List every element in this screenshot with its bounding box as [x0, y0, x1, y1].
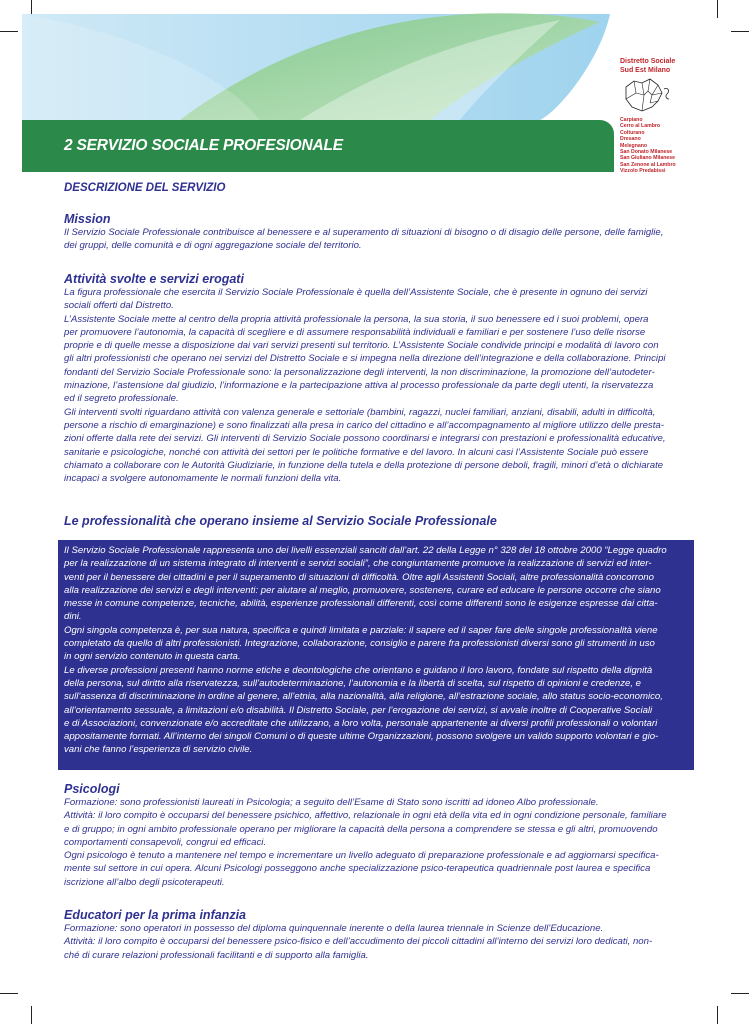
logo-town: San Donato Milanese: [620, 149, 673, 156]
descrizione-heading: DESCRIZIONE DEL SERVIZIO: [64, 182, 226, 194]
crop-mark: [731, 993, 749, 994]
logo-town: San Giuliano Milanese: [620, 155, 676, 162]
text-line: Ogni psicologo è tenuto a mantenere nel tempo e incrementare un livello adeguato di preparazione professionale e ad aggiornarsi specifica-: [64, 850, 659, 862]
crop-mark: [717, 1006, 718, 1024]
mission-section: [64, 212, 688, 253]
page-title: 2 SERVIZIO SOCIALE PROFESIONALE: [64, 137, 343, 154]
text-line: proprie e di quelle messe a disposizione dai vari servizi presenti sul territorio. L’Assistente Sociale condivide principi e modalità di lavoro con: [64, 340, 659, 352]
educatori-heading: Educatori per la prima infanzia: [64, 908, 246, 922]
title-band: [22, 120, 614, 172]
text-line: alla realizzazione dei servizi e degli interventi: per aiutare al meglio, promuovere, sostenere, curare ed educare le persone occorre che siano: [64, 584, 661, 596]
text-line: persone a rischio di emarginazione) e sono finalizzati alla presa in carico del cittadino e all’accompagnamento al migliore utilizzo delle presta-: [64, 419, 664, 431]
educatori-section: [64, 908, 688, 962]
psicologi-section: [64, 782, 688, 889]
educatori-text: [64, 922, 688, 962]
crop-mark: [31, 1006, 32, 1024]
text-line: messe in comune competenze, tecniche, abilità, esperienze professionali differenti, così come differenti sono le esigenze espresse dai citta-: [64, 598, 658, 610]
text-line: Formazione: sono professionisti laureati in Psicologia; a seguito dell’Esame di Stato sono iscritti ad idoneo Albo professionale.: [64, 797, 599, 808]
text-line: per promuovere l’autonomia, la capacità di scegliere e di assumere responsabilità individuali e familiari e per sostenere l’uso delle risorse: [64, 326, 646, 338]
text-line: Gli interventi svolti riguardano attività con valenza generale e settoriale (bambini, ragazzi, nuclei familiari, anziani, disabili, adulti in difficoltà,: [64, 406, 656, 418]
text-line: della persona, sul diritto alla riservatezza, sull’autodeterminazione, l’autonomia e la libertà di scelta, sul rispetto di opinioni e credenze, e: [64, 677, 642, 689]
mission-heading: Mission: [64, 212, 111, 226]
text-line: e di Associazioni, convenzionate e/o accreditate che utilizzano, a loro volta, personale appartenente ai diversi profili professionali o volontari: [64, 717, 658, 729]
text-line: sanitarie e psicologiche, nonché con attività dei settori per le politiche formative e del lavoro. In alcuni casi l’Assistente Sociale può essere: [64, 446, 649, 458]
logo-town: Colturano: [620, 129, 645, 136]
attivita-heading: Attività svolte e servizi erogati: [64, 272, 244, 286]
psicologi-heading: Psicologi: [64, 782, 120, 796]
professionalita-section: [64, 514, 688, 528]
text-line: minazione, l’astensione dal giudizio, l’informazione e la partecipazione attiva al processo professionale da parte degli utenti, la riservatezza: [64, 380, 654, 392]
text-line: Le diverse professioni presenti hanno norme etiche e deontologiche che orientano e guidano il loro lavoro, fondate sul rispetto della dignità: [64, 664, 653, 676]
psicologi-text: [64, 796, 688, 889]
text-line: vani che fanno l’esperienza di servizio civile.: [64, 744, 253, 756]
text-line: chiamato a collaborare con le Autorità Giudiziarie, in funzione della tutela e della protezione di persone deboli, fragili, minori d’età o dichiarate: [64, 459, 664, 471]
text-line: comportamenti consapevoli, congrui ed efficaci.: [64, 836, 267, 848]
text-line: Il Servizio Sociale Professionale rappresenta uno dei livelli essenziali sanciti dall’art. 22 della Legge n° 328 del 18 ottobre 2000 “Legge quadro: [64, 545, 667, 556]
logo-name-line1: Distretto Sociale: [620, 58, 676, 65]
text-line: appositamente formati. All’interno dei singoli Comuni o di queste ultime Organizzazioni, possono svolgere un valido supporto volontari e gio-: [64, 731, 659, 743]
crop-mark: [0, 993, 18, 994]
text-line: iscrizione all’albo degli psicoterapeuti.: [64, 876, 225, 888]
text-line: Ogni singola competenza è, per sua natura, specifica e quindi limitata e parziale: il sapere ed il saper fare delle singole professionalità viene: [64, 624, 658, 636]
attivita-text: [64, 286, 688, 485]
logo-town: Cerro al Lambro: [620, 123, 661, 130]
logo-town: Melegnano: [620, 142, 648, 149]
descrizione-section: [64, 182, 688, 194]
text-line: Attività: il loro compito è occuparsi del benessere psichico, affettivo, relazionale in ogni età della vita ed in ogni condizione personale, familiare: [64, 810, 667, 822]
text-line: Attività: il loro compito è occuparsi del benessere psico-fisico e dell’accudimento dei piccoli cittadini all’interno dei servizi loro dedicati, non-: [64, 936, 653, 948]
professionalita-text: [64, 544, 688, 757]
text-line: all’orientamento sessuale, a limitazioni e/o disabilità. Il Distretto Sociale, per l’erogazione dei servizi, si avvale inoltre di Cooperative Sociali: [64, 704, 653, 716]
text-line: La figura professionale che esercita il Servizio Sociale Professionale è quella dell’Assistente Sociale, che è presente in ognuno dei servizi: [64, 287, 648, 298]
text-line: gli altri professionisti che operano nei servizi del Distretto Sociale e si impegna nella direzione dell’integrazione e della collaborazione. Principi: [64, 353, 666, 365]
professionalita-box: [58, 540, 694, 770]
mission-text: [64, 226, 688, 253]
text-line: venti per il benessere dei cittadini e per il superamento di situazioni di difficoltà. Oltre agli Assistenti Sociali, altre professionalità concorrono: [64, 571, 654, 583]
text-line: dini.: [64, 611, 82, 623]
logo-town: Carpiano: [620, 117, 643, 123]
text-line: per la realizzazione di un sistema integrato di interventi e servizi sociali”, che congiuntamente promuove la realizzazione di servizi ed inter-: [64, 558, 652, 570]
distretto-logo: [620, 57, 730, 175]
text-line: Il Servizio Sociale Professionale contribuisce al benessere e al superamento di situazioni di bisogno o di disagio delle persone, delle famiglie,: [64, 227, 664, 238]
text-line: incapaci a svolgere autonomamente le normali funzioni della vita.: [64, 473, 342, 485]
text-line: in ogni servizio contenuto in questa carta.: [64, 651, 241, 663]
logo-town-list: [620, 117, 730, 175]
text-line: zioni offerte dalla rete dei servizi. Gli interventi di Servizio Sociale possono coordinarsi e integrarsi con prestazioni e professionalità educative,: [64, 433, 666, 445]
text-line: fondanti del Servizio Sociale Professionale sono: la personalizzazione degli interventi, la non discriminazione, la promozione dell’autodeter-: [64, 366, 655, 378]
logo-town: San Zenone al Lambro: [620, 161, 676, 168]
attivita-section: [64, 272, 688, 485]
professionalita-heading: Le professionalità che operano insieme al Servizio Sociale Professionale: [64, 514, 497, 528]
logo-town: Vizzolo Predabissi: [620, 168, 666, 175]
district-map-icon: [622, 77, 672, 115]
text-line: Formazione: sono operatori in possesso del diploma quinquennale inerente o della laurea triennale in Scienze dell’Educazione.: [64, 923, 604, 934]
text-line: completato da quello di altri professionisti. Integrazione, collaborazione, consiglio e parere fra professionisti diversi sono gli strumenti in uso: [64, 638, 655, 650]
text-line: ché di curare relazioni professionali facilitanti e di supporto alla famiglia.: [64, 949, 369, 961]
logo-name-line2: Sud Est Milano: [620, 67, 671, 74]
text-line: dei gruppi, delle comunità e di ogni aggregazione sociale del territorio.: [64, 240, 362, 252]
text-line: L’Assistente Sociale mette al centro della propria attività professionale la persona, la sua storia, il suo benessere ed i suoi problemi, opera: [64, 313, 649, 325]
text-line: ed il segreto professionale.: [64, 393, 179, 405]
text-line: sociali offerti dal Distretto.: [64, 300, 174, 312]
text-line: sull’assenza di discriminazione in ordine al genere, all’etnia, alla nazionalità, alla religione, all’estrazione sociale, allo status socio-economico,: [64, 691, 663, 703]
logo-town: Dresano: [620, 136, 641, 143]
text-line: e di gruppo; in ogni ambito professionale operano per migliorare la capacità della persona a comprendere se stessa e gli altri, promuovendo: [64, 823, 658, 835]
text-line: mente sul settore in cui opera. Alcuni Psicologi posseggono anche specializzazione psico-terapeutica quadriennale post laurea e specifica: [64, 863, 651, 875]
